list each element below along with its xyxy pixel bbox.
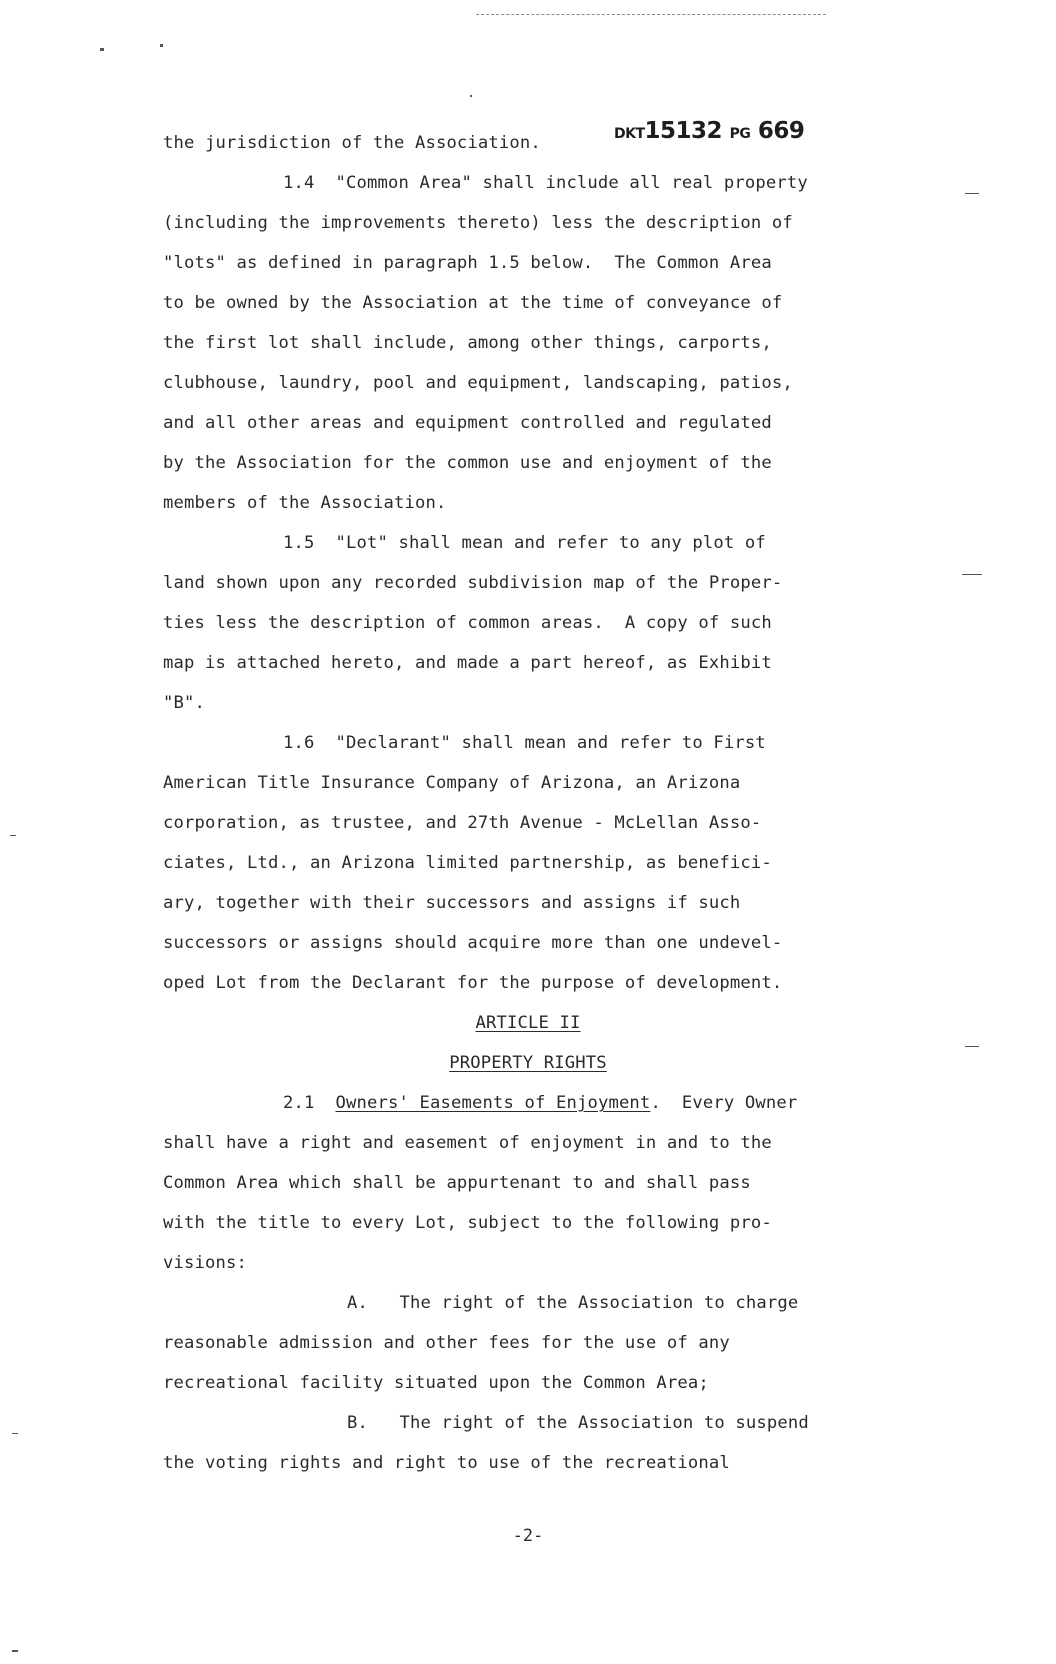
text-line: visions: [163,1253,247,1273]
text-line: the jurisdiction of the Association. [163,133,541,153]
text-line: ciates, Ltd., an Arizona limited partnership, as benefici- [163,853,772,873]
text-line: "lots" as defined in paragraph 1.5 below. The Common Area [163,253,772,273]
scan-speck [10,835,16,836]
scan-speck [965,1046,979,1047]
section-text: . Every Owner [650,1093,798,1113]
article-title: PROPERTY RIGHTS [449,1053,607,1073]
stamp-book: 15132 [644,118,723,144]
text-line: to be owned by the Association at the time of conveyance of [163,293,783,313]
article-heading: ARTICLE II [475,1013,581,1033]
text-line: and all other areas and equipment controlled and regulated [163,413,772,433]
section-2-1-line [283,1093,797,1113]
page-number: -2- [512,1526,544,1546]
text-line: ary, together with their successors and assigns if such [163,893,741,913]
text-line: American Title Insurance Company of Arizona, an Arizona [163,773,741,793]
scan-speck [100,48,104,51]
text-line: oped Lot from the Declarant for the purpose of development. [163,973,783,993]
text-line: shall have a right and easement of enjoyment in and to the [163,1133,772,1153]
text-line: map is attached hereto, and made a part hereof, as Exhibit [163,653,772,673]
recording-stamp [614,118,804,144]
text-line: the voting rights and right to use of the recreational [163,1453,730,1473]
text-line: by the Association for the common use and enjoyment of the [163,453,772,473]
section-title: Owners' Easements of Enjoyment [335,1093,651,1113]
text-line: the first lot shall include, among other things, carports, [163,333,772,353]
text-line: ties less the description of common areas. A copy of such [163,613,772,633]
text-line: successors or assigns should acquire more than one undevel- [163,933,783,953]
text-line: (including the improvements thereto) less the description of [163,213,793,233]
text-line: clubhouse, laundry, pool and equipment, landscaping, patios, [163,373,793,393]
scan-speck [160,44,163,47]
text-line: land shown upon any recorded subdivision map of the Proper- [163,573,783,593]
text-line: A. The right of the Association to charge [347,1293,799,1313]
stamp-page: 669 [757,118,805,144]
scan-speck [12,1433,18,1434]
text-line: Common Area which shall be appurtenant to and shall pass [163,1173,751,1193]
scan-artifact-top [476,14,826,15]
text-line: 1.5 "Lot" shall mean and refer to any plot of [283,533,766,553]
text-line: B. The right of the Association to suspend [347,1413,809,1433]
scan-speck [470,95,472,97]
text-line: members of the Association. [163,493,447,513]
scan-speck [12,1650,18,1652]
text-line: corporation, as trustee, and 27th Avenue - McLellan Asso- [163,813,762,833]
section-number: 2.1 [283,1093,315,1113]
stamp-prefix: DKT [614,126,645,142]
text-line: 1.6 "Declarant" shall mean and refer to First [283,733,766,753]
text-line: recreational facility situated upon the Common Area; [163,1373,709,1393]
text-line: 1.4 "Common Area" shall include all real property [283,173,808,193]
scan-speck [962,574,982,575]
text-line: reasonable admission and other fees for the use of any [163,1333,730,1353]
scan-speck [965,193,979,194]
stamp-pg-label: PG [729,126,751,142]
text-line: "B". [163,693,205,713]
text-line: with the title to every Lot, subject to the following pro- [163,1213,772,1233]
